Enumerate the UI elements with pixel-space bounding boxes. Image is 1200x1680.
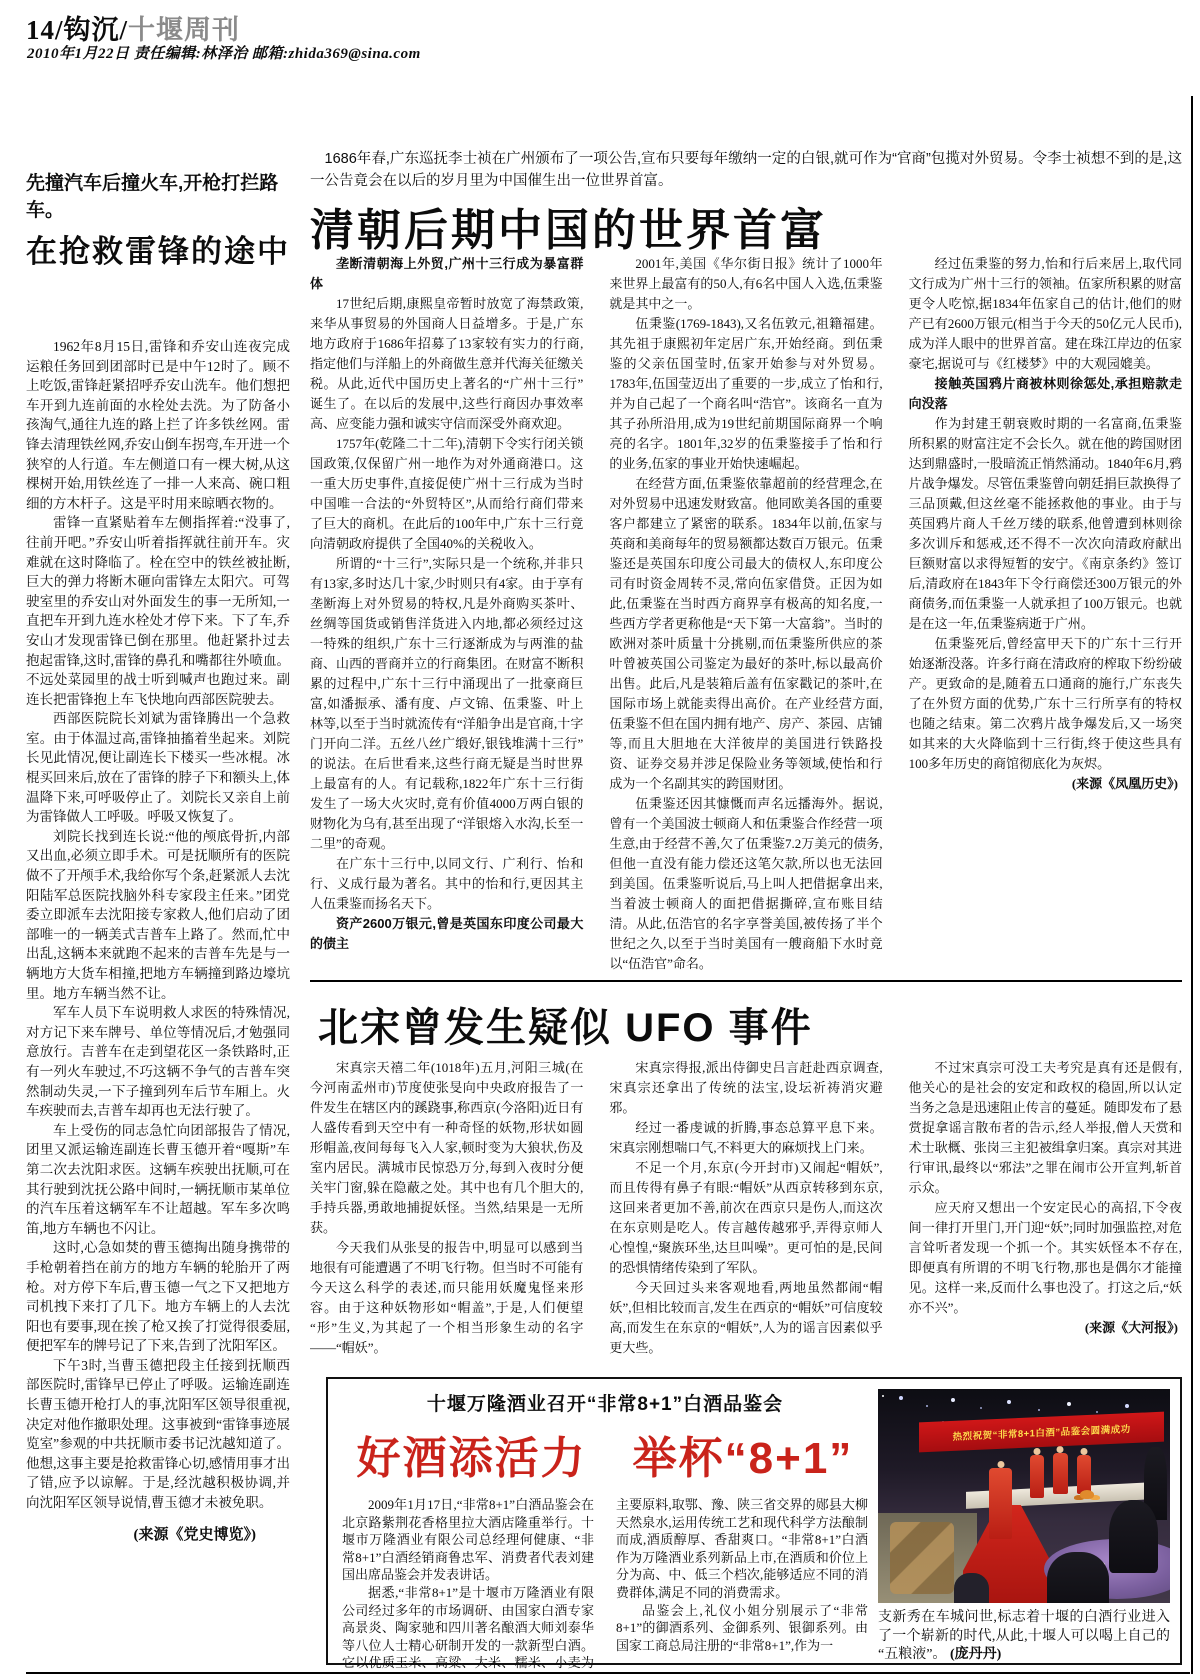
paragraph: 军车人员下车说明救人求医的特殊情况,对方记下来车牌号、单位等情况后,才勉强同意放行。吉普车在走到望花区一条铁路时,正有一列火车驶过,不巧这辆不争气的吉普车突然制动失灵,一下子撞到列车后节车厢上。火车疾驶而去,吉普车却再也无法行驶了。 [26,1005,290,1119]
paragraph: 17世纪后期,康熙皇帝暂时放宽了海禁政策,来华从事贸易的外国商人日益增多。于是,广东地方政府于1686年招募了13家较有实力的行商,指定他们与洋船上的外商做生意并代海关征缴关税。从此,近代中国历史上著名的“广州十三行”诞生了。在以后的发展中,这些行商因办事效率高、应变能力强和诚实守信而深受外商欢迎。 [310,296,584,431]
paragraph: 在经营方面,伍秉鉴依靠超前的经营理念,在对外贸易中迅速发财致富。他同欧美各国的重要客户都建立了紧密的联系。1834年以前,伍家与英商和美商每年的贸易额都达数百万银元。伍秉鉴还是英国东印度公司最大的债权人,东印度公司有时资金周转不灵,常向伍家借贷。正因为如此,伍秉鉴在当时西方商界享有极高的知名度,一些西方学者更称他是“天下第一大富翁”。当时的欧洲对茶叶质量十分挑剔,而伍秉鉴所供应的茶叶曾被英国公司鉴定为最好的茶叶,标以最高价出售。此后,凡是装箱后盖有伍家戳记的茶叶,在国际市场上就能卖得出高价。在产业经营方面,伍秉鉴不但在国内拥有地产、房产、茶园、店铺等,而且大胆地在大洋彼岸的美国进行铁路投资、证券交易并涉足保险业务等领域,使怡和行成为一个名副其实的跨国财团。 [609,476,883,791]
paragraph: 宋真宗天禧二年(1018年)五月,河阳三城(在今河南孟州市)节度使张旻向中央政府报告了一件发生在辖区内的蹊跷事,称西京(今洛阳)近日有人盛传看到天空中有一种奇怪的妖物,形状如圆形帽盖,夜间每每飞入人家,顿时变为大狼状,伤及室内居民。满城市民惊恐万分,每到入夜时分便关牢门窗,躲在隐蔽之处。其中也有几个胆大的,手持兵器,勇敢地捕捉妖怪。当然,结果是一无所获。 [310,1060,584,1235]
source-line: (来源《大河报》) [1084,1320,1178,1335]
page-number-section: 14/钩沉/ [26,15,129,45]
ad-byline: (庞丹丹) [949,1647,1002,1663]
paragraph: 所谓的“十三行”,实际只是一个统称,并非只有13家,多时达几十家,少时则只有4家。由于享有垄断海上对外贸易的特权,凡是外商购买茶叶、丝绸等国货或销售洋货进入内地,都必须经过这一特殊的组织,广东十三行逐渐成为与两淮的盐商、山西的晋商并立的行商集团。在财富不断积累的过程中,广东十三行中涌现出了一批豪商巨富,如潘振承、潘有度、卢文锦、伍秉鉴、叶上林等,以至于当时就流传有“洋船争出是官商,十字门开向二洋。五丝八丝广缎好,银钱堆满十三行”的说法。在后世看来,这些行商无疑是当时世界上最富有的人。有记载称,1822年广东十三行街发生了一场大火灾时,竟有价值4000万两白银的财物化为乌有,甚至出现了“洋银熔入水沟,长至一二里”的奇观。 [310,556,584,851]
ufo-article-title: 北宋曾发生疑似 UFO 事件 [318,1006,813,1050]
bottom-page-rule [26,1672,1190,1674]
left-article-title: 在抢救雷锋的途中 [26,234,290,269]
paragraph: 宋真宗得报,派出侍御史吕言赶赴西京调查,宋真宗还拿出了传统的法宝,设坛祈祷消灾避邪。 [609,1060,883,1115]
left-article-kicker: 先撞汽车后撞火车,开枪打拦路车。 [26,173,279,221]
banquet-photo [878,1389,1170,1603]
model-figure [989,1468,1012,1539]
paragraph: 下午3时,当曹玉德把段主任接到抚顺西部医院时,雷锋早已停止了呼吸。运输连副连长曹玉德开枪打人的事,沈阳军区领导很重视,决定对他作撤职处理。这事被到“雷锋事迹展览室”参观的中共抚顺市委书记沈越知道了。他想,这事主要是抢救雷锋心切,感情用事才出了错,应予以谅解。于是,经沈越积极协调,并向沈阳军区领导说情,曹玉德才未被免职。 [26,1357,290,1511]
dateline: 2010年1月22日 责任编辑:林泽治 邮箱:zhida369@sina.com [27,46,421,62]
ad-photo-area [878,1379,1180,1663]
ad-body [342,1496,868,1678]
paragraph: 品鉴会上,礼仪小姐分别展示了“非常8+1”的御酒系列、金御系列、银御系列。由国家工商总局注册的“非常8+1”,作为一 [616,1602,868,1653]
ad-caption-text: 支新秀在车城问世,标志着十堰的白酒行业进入了一个崭新的时代,从此,十堰人可以喝上自己的“五粮液”。 [878,1610,1170,1663]
right-page-rule [1191,96,1193,1674]
paragraph: 伍秉鉴还因其慷慨而声名远播海外。据说,曾有一个美国波士顿商人和伍秉鉴合作经营一项生意,由于经营不善,欠了伍秉鉴7.2万美元的债务,但他一直没有能力偿还这笔欠款,所以也无法回到美国。伍秉鉴听说后,马上叫人把借据拿出来,当着波士顿商人的面把借据撕碎,宣布账目结清。从此,伍浩官的名字享誉美国,被传扬了半个世纪之久,以至于当时美国有一艘商船下水时竟以“伍浩官”命名。 [609,796,883,971]
ad-caption [878,1609,1170,1665]
left-article [26,168,290,1544]
section-divider [310,980,1182,982]
paragraph: 2009年1月17日,“非常8+1”白酒品鉴会在北京路紫荆花香格里拉大酒店隆重举行。十堰市万隆酒业有限公司总经理何健康、“非常8+1”白酒经销商鲁忠军、消费者代表刘建国出席品鉴会并发表讲话。 [342,1497,594,1583]
ad-text-area [328,1379,878,1671]
paragraph: 2001年,美国《华尔街日报》统计了1000年来世界上最富有的50人,有6名中国人入选,伍秉鉴就是其中之一。 [609,256,883,311]
model-figure [1053,1453,1068,1494]
main-area [310,148,1182,1680]
ad-kicker: 十堰万隆酒业召开“非常8+1”白酒品鉴会 [426,1394,784,1415]
source-line: (来源《凤凰历史》) [1071,776,1178,791]
paragraph: 雷锋一直紧贴着车左侧指挥着:“没事了,往前开吧。”乔安山听着指挥就往前开车。灾难就在这时降临了。栓在空中的铁丝被扯断,巨大的弹力将断木砸向雷锋左太阳穴。可驾驶室里的乔安山对外面发生的事一无所知,一直把车开到九连水栓处才停下来。下了车,乔安山才发现雷锋已倒在那里。他赶紧扑过去抱起雷锋,这时,雷锋的鼻孔和嘴都往外喷血。不远处菜园里的战士听到喊声也跑过来。副连长把雷锋抱上车飞快地向西部医院驶去。 [26,515,290,707]
publication-name: 十堰周刊 [128,15,241,45]
main-article-body [310,254,1182,980]
paragraph: 1757年(乾隆二十二年),清朝下令实行闭关锁国政策,仅保留广州一地作为对外通商港口。这一重大历史事件,直接促使广州十三行成为当时中国唯一合法的“外贸特区”,从而给行商们带来了巨大的商机。在此后的100年中,广东十三行竟向清朝政府提供了全国40%的关税收入。 [310,436,584,551]
model-figure [1030,1455,1045,1498]
paragraph: 作为封建王朝衰败时期的一名富商,伍秉鉴所积累的财富注定不会长久。就在他的跨国财团达到鼎盛时,一股暗流正悄然涌动。1840年6月,鸦片战争爆发。尽管伍秉鉴曾向朝廷捐巨款换得了三品顶戴,但这丝毫不能拯救他的事业。由于与英国鸦片商人千丝万缕的联系,他曾遭到林则徐多次训斥和惩戒,还不得不一次次向清政府献出巨额财富以求得短暂的安宁。《南京条约》签订后,清政府在1843年下令行商偿还300万银元的外商债务,而伍秉鉴一人就承担了100万银元。也就是在这一年,伍秉鉴病逝于广州。 [908,416,1182,631]
paragraph: 1962年8月15日,雷锋和乔安山连夜完成运粮任务回到团部时已是中午12时了。顾不上吃饭,雷锋赶紧招呼乔安山洗车。他们想把车开到九连前面的水栓处去洗。为了防备小孩淘气,通往九连的路上拦了许多铁丝网。雷锋去清理铁丝网,乔安山倒车拐弯,车开进一个狭窄的人行道。车左侧道口有一棵大树,从这棵树开始,用铁丝连了一排一人来高、碗口粗细的方木杆子。这是平时用来晾晒衣物的。 [26,339,290,511]
paragraph: 应天府又想出一个安定民心的高招,下令夜间一律打开里门,开门迎“妖”;同时加强监控,对危言耸听者发现一个抓一个。其实妖怪本不存在,即便真有所谓的不明飞行物,那也是偶尔才能撞见。这样一来,反而什么事也没了。打这之后,“妖亦不兴”。 [908,1200,1182,1315]
main-article-title: 清朝后期中国的世界首富 [310,206,827,255]
main-article-lead: 1686年春,广东巡抚李士祯在广州颁布了一项公告,宣布只要每年缴纳一定的白银,就可作为“官商”包揽对外贸易。令李士祯想不到的是,这一公告竟会在以后的岁月里为中国催生出一位世界首富。 [310,151,1182,189]
paragraph: 伍秉鉴死后,曾经富甲天下的广东十三行开始逐渐没落。许多行商在清政府的榨取下纷纷破产。更致命的是,随着五口通商的施行,广东丧失了在外贸方面的优势,广东十三行所享有的特权也随之结束。第二次鸦片战争爆发后,又一场突如其来的大火降临到十三行街,终于使这些具有100多年历史的商馆彻底化为灰烬。 [908,636,1182,771]
banner-text: 热烈祝贺“非常8+1白酒”品鉴会圆满成功 [952,1423,1131,1443]
paragraph: 今天我们从张旻的报告中,明显可以感到当地很有可能遭遇了不明飞行物。但当时不可能有今天这么科学的表述,而只能用妖魔鬼怪来形容。由于这种妖物形如“帽盖”,于是,人们便望“形”生义,为其起了一个相当形象生动的名字——“帽妖”。 [310,1240,584,1355]
paragraph: 今天回过头来客观地看,两地虽然都闹“帽妖”,但相比较而言,发生在西京的“帽妖”可信度较高,而发生在东京的“帽妖”,人为的谣言因素似乎更大些。 [609,1280,883,1355]
paragraph: 这时,心急如焚的曹玉德掏出随身携带的手枪朝着挡在前方的地方车辆的轮胎开了两枪。对方停下车后,曹玉德一气之下又把地方司机拽下来打了几下。地方车辆上的人去沈阳也有要事,现在挨了枪又挨了打觉得很委屈,便把军车的牌号记了下来,告到了沈阳军区。 [26,1240,290,1354]
paragraph: 不过宋真宗可没工夫考究是真有还是假有,他关心的是社会的安定和政权的稳固,所以认定当务之急是迅速阻止传言的蔓延。随即发布了悬赏捉拿谣言散布者的告示,经人举报,僧人天赏和术士耿概、张岗三主犯被缉拿归案。真宗对其进行审讯,最终以“邪法”之罪在闹市公开宣判,斩首示众。 [908,1060,1182,1195]
chairs [890,1522,954,1595]
paragraph: 在广东十三行中,以同文行、广利行、怡和行、义成行最为著名。其中的怡和行,更因其主人伍秉鉴而扬名天下。 [310,856,584,911]
subhead: 资产2600万银元,曾是英国东印度公司最大的债主 [310,916,584,951]
paragraph: 刘院长找到连长说:“他的颅底骨折,内部又出血,必须立即手术。可是抚顺所有的医院做不了开颅手术,我给你写个条,赶紧派人去沈阳陆军总医院找脑外科专家段主任来。”团党委立即派车去沈阳接专家救人,他们启动了团部唯一的一辆美式吉普车上路了。然而,忙中出乱,这辆本来就跑不起来的吉普车先是与一辆地方大货车相撞,把地方车辆撞到路边壕坑里。地方车辆当然不让。 [26,828,290,1001]
paragraph: 不足一个月,东京(今开封市)又闹起“帽妖”,而且传得有鼻子有眼:“帽妖”从西京转移到东京,这回来者更加不善,前次在西京只是伤人,而这次在东京则是吃人。传言越传越邪乎,弄得京师人心惶惶,“聚族环坐,达旦叫噪”。更可怕的是,民间的恐惧情绪传染到了军队。 [609,1160,883,1275]
left-article-body [26,337,290,1513]
guest-figure [1047,1552,1108,1603]
paragraph: 经过伍秉鉴的努力,怡和行后来居上,取代同文行成为广州十三行的领袖。伍家所积累的财富更令人吃惊,据1834年伍家自己的估计,他们的财产已有2600万银元(相当于今天的50亿元人民币),成为洋人眼中的世界首富。建在珠江岸边的伍家豪宅,据说可与《红楼梦》中的大观园媲美。 [908,256,1182,371]
ad-headline: 好酒添活力 举杯“8+1” [356,1434,854,1483]
ceiling-lights-icon [882,1395,884,1397]
paragraph: 车上受伤的同志急忙向团部报告了情况,团里又派运输连副连长曹玉德开着“嘎斯”车第二次去沈阳求医。这辆车疾驶出抚顺,可在其行驶到沈抚公路中间时,一辆抚顺市某单位的汽车压着这辆军车不让超越。军车多次鸣笛,地方车辆也不闪让。 [26,1122,290,1236]
flower-bouquet [1080,1490,1094,1499]
guest-figure [954,1573,989,1603]
paragraph: 伍秉鉴(1769-1843),又名伍敦元,祖籍福建。其先祖于康熙初年定居广东,开始经商。到伍秉鉴的父亲伍国莹时,伍家开始参与对外贸易。1783年,伍国莹迈出了重要的一步,成立了怡和行,并为自己起了一个商名叫“浩官”。该商名一直为其子孙所沿用,成为19世纪前期国际商界一个响亮的名字。1801年,32岁的伍秉鉴接手了怡和行的业务,伍家的事业开始快速崛起。 [609,316,883,471]
ad-box [326,1377,1182,1671]
left-article-source: (来源《党史博览》) [133,1526,256,1543]
subhead: 接触英国鸦片商被林则徐惩处,承担赔款走向没落 [908,376,1182,411]
paragraph: 据悉,“非常8+1”是十堰市万隆酒业有限公司经过多年的市场调研、由国家白酒专家高景炎、陶家驰和四川著名酿酒大师刘泰华等八位人士精心研制开发的一款新型白酒。它以优质玉米、高粱、大米、糯米、小麦为主要原料,取鄂、豫、陕三省交界的郧县大柳天然泉水,运用传统工艺和现代科学方法酿制而成,酒质醇厚、香甜爽口。“非常8+1”白酒作为万隆酒业系列新品上市,在酒质和价位上分为高、中、低三个档次,能够适应不同的消费群体,满足不同的消费需求。 [342,1497,868,1671]
paragraph: 经过一番虔诚的折腾,事态总算平息下来。宋真宗刚想喘口气,不料更大的麻烦找上门来。 [609,1120,883,1155]
ufo-article-body [310,1058,1182,1396]
model-figure [1077,1455,1092,1494]
subhead: 垄断清朝海上外贸,广州十三行成为暴富群体 [310,256,584,291]
guest-figure [1109,1500,1159,1573]
paragraph: 西部医院院长刘斌为雷锋腾出一个急救室。由于体温过高,雷锋抽搐着坐起来。刘院长见此情况,便让副连长下楼买一些冰棍。冰棍买回来后,放在了雷锋的脖子下和额头上,体温降下来,可呼吸停止了。刘院长又亲自上前为雷锋做人工呼吸。呼吸又恢复了。 [26,711,290,825]
